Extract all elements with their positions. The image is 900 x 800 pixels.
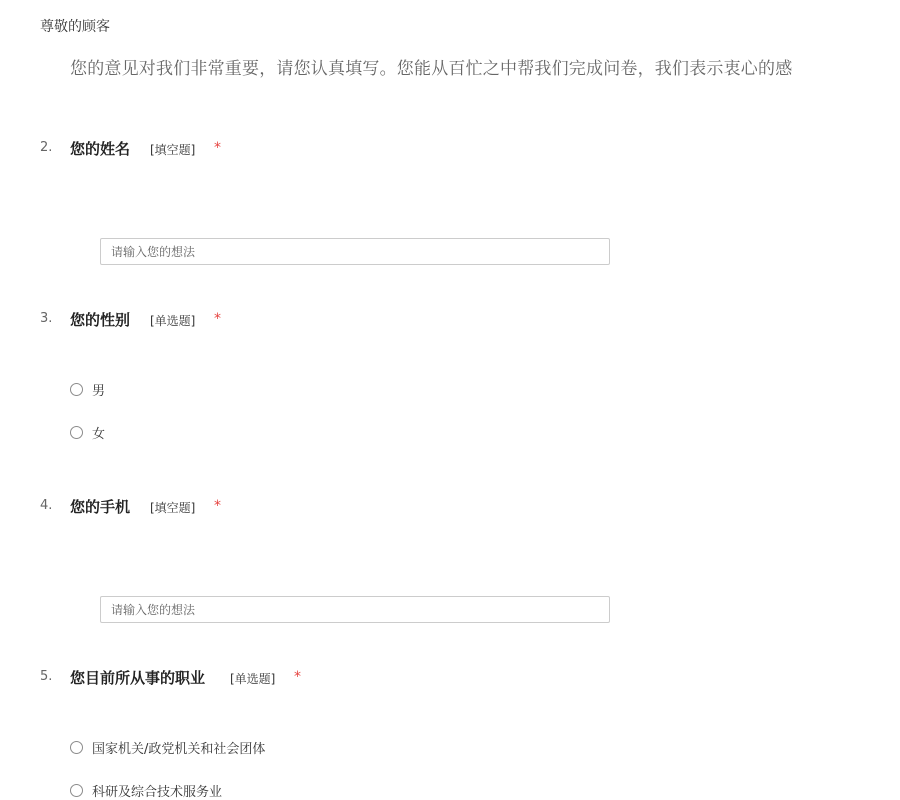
required-mark: * xyxy=(294,669,301,685)
option-label: 国家机关/政党机关和社会团体 xyxy=(92,742,266,757)
question-type: [填空题] xyxy=(150,143,196,157)
option-label: 男 xyxy=(92,384,106,399)
question-number: 2. xyxy=(40,140,53,155)
question-type: [单选题] xyxy=(230,672,276,686)
question-title: 您的姓名 xyxy=(70,140,131,158)
radio-button[interactable] xyxy=(70,784,83,797)
occupation-option-government[interactable] xyxy=(70,738,265,757)
question-number: 5. xyxy=(40,669,53,684)
question-type: [单选题] xyxy=(150,314,196,328)
occupation-option-research[interactable] xyxy=(70,781,222,800)
question-number: 4. xyxy=(40,498,53,513)
required-mark: * xyxy=(214,140,221,156)
required-mark: * xyxy=(214,311,221,327)
radio-button[interactable] xyxy=(70,741,83,754)
option-label: 科研及综合技术服务业 xyxy=(92,785,223,800)
question-number: 3. xyxy=(40,311,53,326)
required-mark: * xyxy=(214,498,221,514)
name-input[interactable] xyxy=(100,238,610,265)
phone-input[interactable] xyxy=(100,596,610,623)
radio-button[interactable] xyxy=(70,426,83,439)
intro-text: 您的意见对我们非常重要，请您认真填写。您能从百忙之中帮我们完成问卷，我们表示衷心的感 xyxy=(70,59,793,79)
gender-option-female[interactable] xyxy=(70,423,105,442)
question-title: 您的性别 xyxy=(70,311,131,329)
question-title: 您的手机 xyxy=(70,498,131,516)
gender-option-male[interactable] xyxy=(70,380,105,399)
question-title: 您目前所从事的职业 xyxy=(70,669,206,687)
radio-button[interactable] xyxy=(70,383,83,396)
greeting-text: 尊敬的顾客 xyxy=(40,19,110,35)
question-type: [填空题] xyxy=(150,501,196,515)
option-label: 女 xyxy=(92,427,106,442)
